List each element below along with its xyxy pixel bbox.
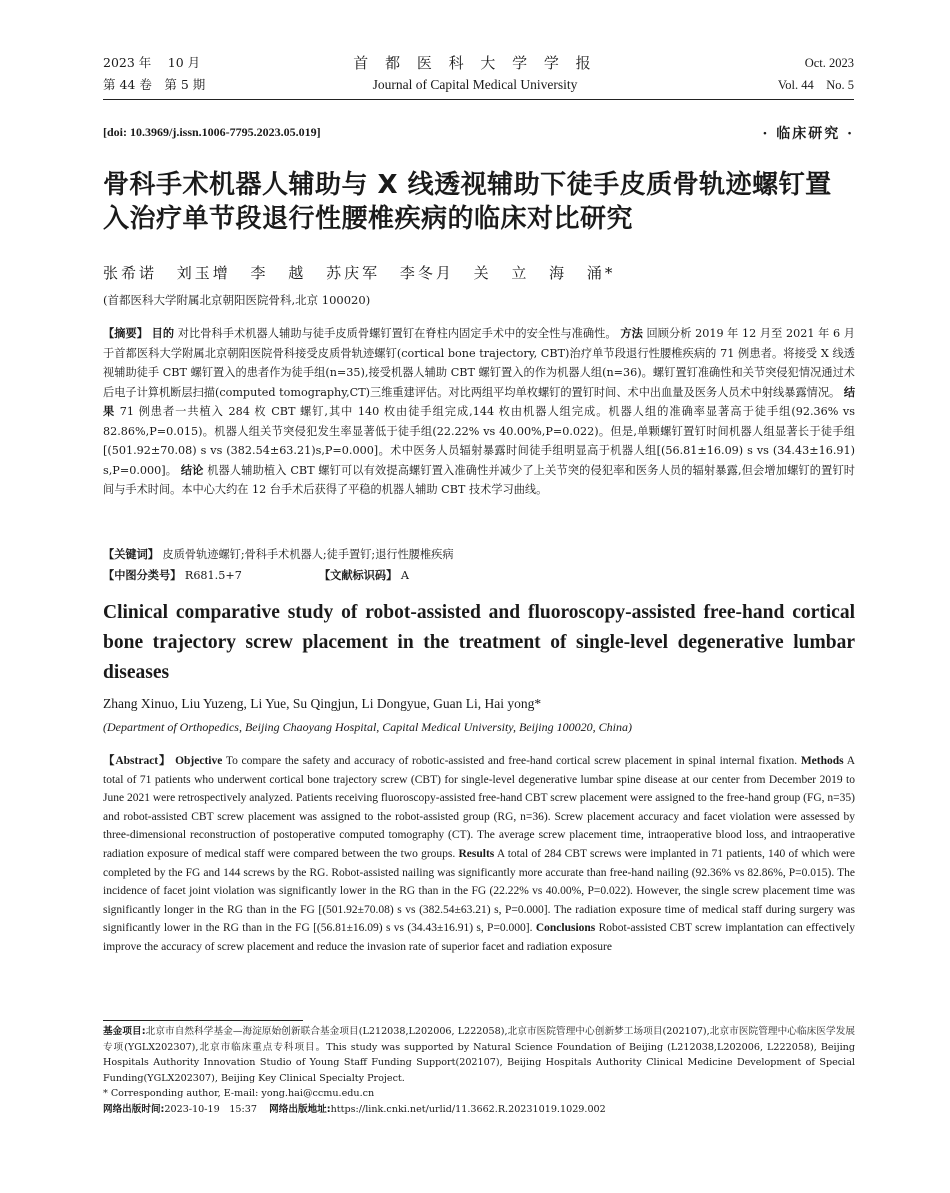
objective-cn: 对比骨科手术机器人辅助与徒手皮质骨螺钉置钉在脊柱内固定手术中的安全性与准确性。 [177, 327, 617, 340]
results-en-label: Results [458, 847, 495, 860]
article-title-en: Clinical comparative study of robot-assisted and fluoroscopy-assisted free-hand cortical bone trajectory screw placement in the treatment of single-level degenerative lumbar diseases [103, 602, 855, 683]
results-en: A total of 284 CBT screws were implanted in 71 patients, 140 of which were completed by the FG and 144 screws by the RG. Robot-assisted nailing was significantly more accurate than free-hand nailing (92.36% vs 82.86%, P=0.015). The incidence of facet joint violation was significantly lower in the RG than in the FG (22.22% vs 40.00%, P=0.022). However, the single screw placement time was significantly longer in the RG than in the FG [(501.92±70.08) s vs (382.54±63.21) s, P=0.000]. The radiation exposure time of medical staff during surgery was significantly lower in the RG than in the FG [(56.81±16.09) s vs (34.43±16.91) s, P=0.000]. [103, 847, 855, 935]
conclusion-cn-label: 结论 [180, 463, 204, 477]
affiliation-cn: (首都医科大学附属北京朝阳医院骨科,北京 100020) [103, 293, 371, 307]
results-cn-label: 结果 [103, 385, 855, 418]
abstract-cn-label: 【摘要】 [103, 327, 149, 340]
conclusion-en: Robot-assisted CBT screw implantation can effectively improve the accuracy of screw placement and reduce the invasion rate of superior facet and radiation exposure [103, 922, 855, 953]
journal-name-en: Journal of Capital Medical University [372, 77, 578, 92]
abstract-en-label: 【Abstract】 [103, 755, 172, 767]
online-url-label: 网络出版地址: [269, 1103, 331, 1115]
clc-label: 【中图分类号】 [103, 569, 182, 582]
conclusion-en-label: Conclusions [535, 922, 596, 935]
clc-value: R681.5+7 [184, 569, 242, 582]
authors-cn: 张希诺 刘玉增 李 越 苏庆军 李冬月 关 立 海 涌* [103, 264, 616, 282]
authors-en: Zhang Xinuo, Liu Yuzeng, Li Yue, Su Qingjun, Li Dongyue, Guan Li, Hai yong* [103, 696, 542, 711]
doc-code-label: 【文献标识码】 [318, 569, 398, 582]
online-publication [103, 1102, 855, 1118]
objective-cn-label: 目的 [151, 327, 175, 340]
online-url: https://link.cnki.net/urlid/11.3662.R.20231019.1029.002 [330, 1103, 606, 1115]
methods-cn: 回顾分析 2019 年 12 月至 2021 年 6 月于首都医科大学附属北京朝阳医院骨科接受皮质骨轨迹螺钉(cortical bone trajectory, CBT)治疗单节段退行性腰椎疾病的 71 例患者。将接受 X 线透视辅助徒手 CBT 螺钉置入的患者作为徒手组(n=35),接受机器人辅助 CBT 螺钉置入的作为机器人组(n=36)。螺钉置钉准确性和关节突侵犯情况通过术后电子计算机断层扫描(computed tomography,CT)三维重建评估。对比两组平均单枚螺钉的置钉时间、术中出血量及医务人员术中射线暴露情况。 [103, 327, 855, 399]
volume-line: 第 44 卷 第 5 期 [103, 77, 206, 92]
article-title-cn: 骨科手术机器人辅助与 X 线透视辅助下徒手皮质骨轨迹螺钉置入治疗单节段退行性腰椎疾病的临床对比研究 [103, 170, 832, 234]
keywords-cn-label: 【关键词】 [103, 548, 159, 561]
column-label: · 临床研究 · [762, 126, 854, 142]
footnote-divider [103, 1020, 303, 1021]
fund-text: 北京市自然科学基金—海淀原始创新联合基金项目(L212038,L202006, L222058),北京市医院管理中心创新梦工场项目(202107),北京市医院管理中心临床医学发展专项(YGLX202307),北京市临床重点专科项目。This study was supported by Natural Science Foundation of Beijing (L212038,L202006, L222058), Beijing Hospitals Authority Innovation Studio of Young Staff Funding Support(202107), Beijing Hospitals Authority Clinical Medicine Development of Special Funding(YGLX202307), Beijing Key Clinical Specialty Project. [103, 1026, 855, 1084]
keywords-cn [103, 545, 855, 565]
methods-cn-label: 方法 [620, 327, 643, 340]
affiliation-en: (Department of Orthopedics, Beijing Chaoyang Hospital, Capital Medical University, Beijing 100020, China) [103, 720, 632, 734]
header-divider [103, 99, 854, 100]
doc-code-value: A [400, 569, 409, 582]
corresponding-author: * Corresponding author, E-mail: yong.hai@ccmu.edu.cn [103, 1088, 375, 1100]
objective-en: To compare the safety and accuracy of robotic-assisted and free-hand cortical screw placement in spinal internal fixation. [225, 755, 798, 767]
footnote [103, 1024, 855, 1118]
fund-note [103, 1024, 855, 1086]
journal-name-cn: 首 都 医 科 大 学 学 报 [353, 54, 597, 72]
objective-en-label: Objective [175, 755, 223, 767]
abstract-cn [103, 324, 855, 544]
doi: [doi: 10.3969/j.issn.1006-7795.2023.05.019] [103, 125, 321, 139]
issue-date-en [778, 52, 854, 96]
results-cn: 71 例患者一共植入 284 枚 CBT 螺钉,其中 140 枚由徒手组完成,144 枚由机器人组完成。机器人组的准确率显著高于徒手组(92.36% vs 82.86%,P=0.015)。机器人组关节突侵犯发生率显著低于徒手组(22.22% vs 40.00%,P=0.022)。但是,单颗螺钉置钉时间机器人组显著长于徒手组[(501.92±70.08) s vs (382.54±63.21)s,P=0.000]。术中医务人员辐射暴露时间徒手组明显高于机器人组[(56.81±16.09) s vs (34.43±16.91) s,P=0.000]。 [103, 405, 855, 477]
keywords-cn-text: 皮质骨轨迹螺钉;骨科手术机器人;徒手置钉;退行性腰椎疾病 [162, 548, 454, 561]
fund-label: 基金项目: [103, 1026, 146, 1037]
issue-date-line: 2023 年 10 月 [103, 55, 201, 70]
methods-en: A total of 71 patients who underwent cortical bone trajectory screw (CBT) for single-level degenerative lumbar spine disease at our center from December 2019 to June 2021 were retrospectively analyzed. Patients receiving fluoroscopy-assisted free-hand CBT screw placement were assigned to the free-hand group (FG, n=35) and robot-assisted CBT screw placement was assigned to the robot-assisted group (RG, n=36). Screw placement accuracy and facet violation were assessed by three-dimensional reconstruction of postoperative computed tomography (CT). The average screw placement time, intraoperative blood loss, and intraoperative radiation exposure of medical staff were compared between the two groups. [103, 755, 855, 860]
methods-en-label: Methods [800, 755, 844, 767]
classification [103, 566, 855, 586]
abstract-en [103, 752, 855, 1014]
online-time: 2023-10-19 15:37 [164, 1103, 257, 1115]
online-time-label: 网络出版时间: [103, 1103, 165, 1115]
conclusion-cn: 机器人辅助植入 CBT 螺钉可以有效提高螺钉置入准确性并减少了上关节突的侵犯率和医务人员的辐射暴露,但会增加螺钉的置钉时间与手术时间。本中心大约在 12 台手术后获得了平稳的机器人辅助 CBT 技术学习曲线。 [103, 463, 855, 496]
volume-en-line: Vol. 44 No. 5 [777, 78, 854, 92]
issue-date-en-line: Oct. 2023 [804, 56, 854, 70]
